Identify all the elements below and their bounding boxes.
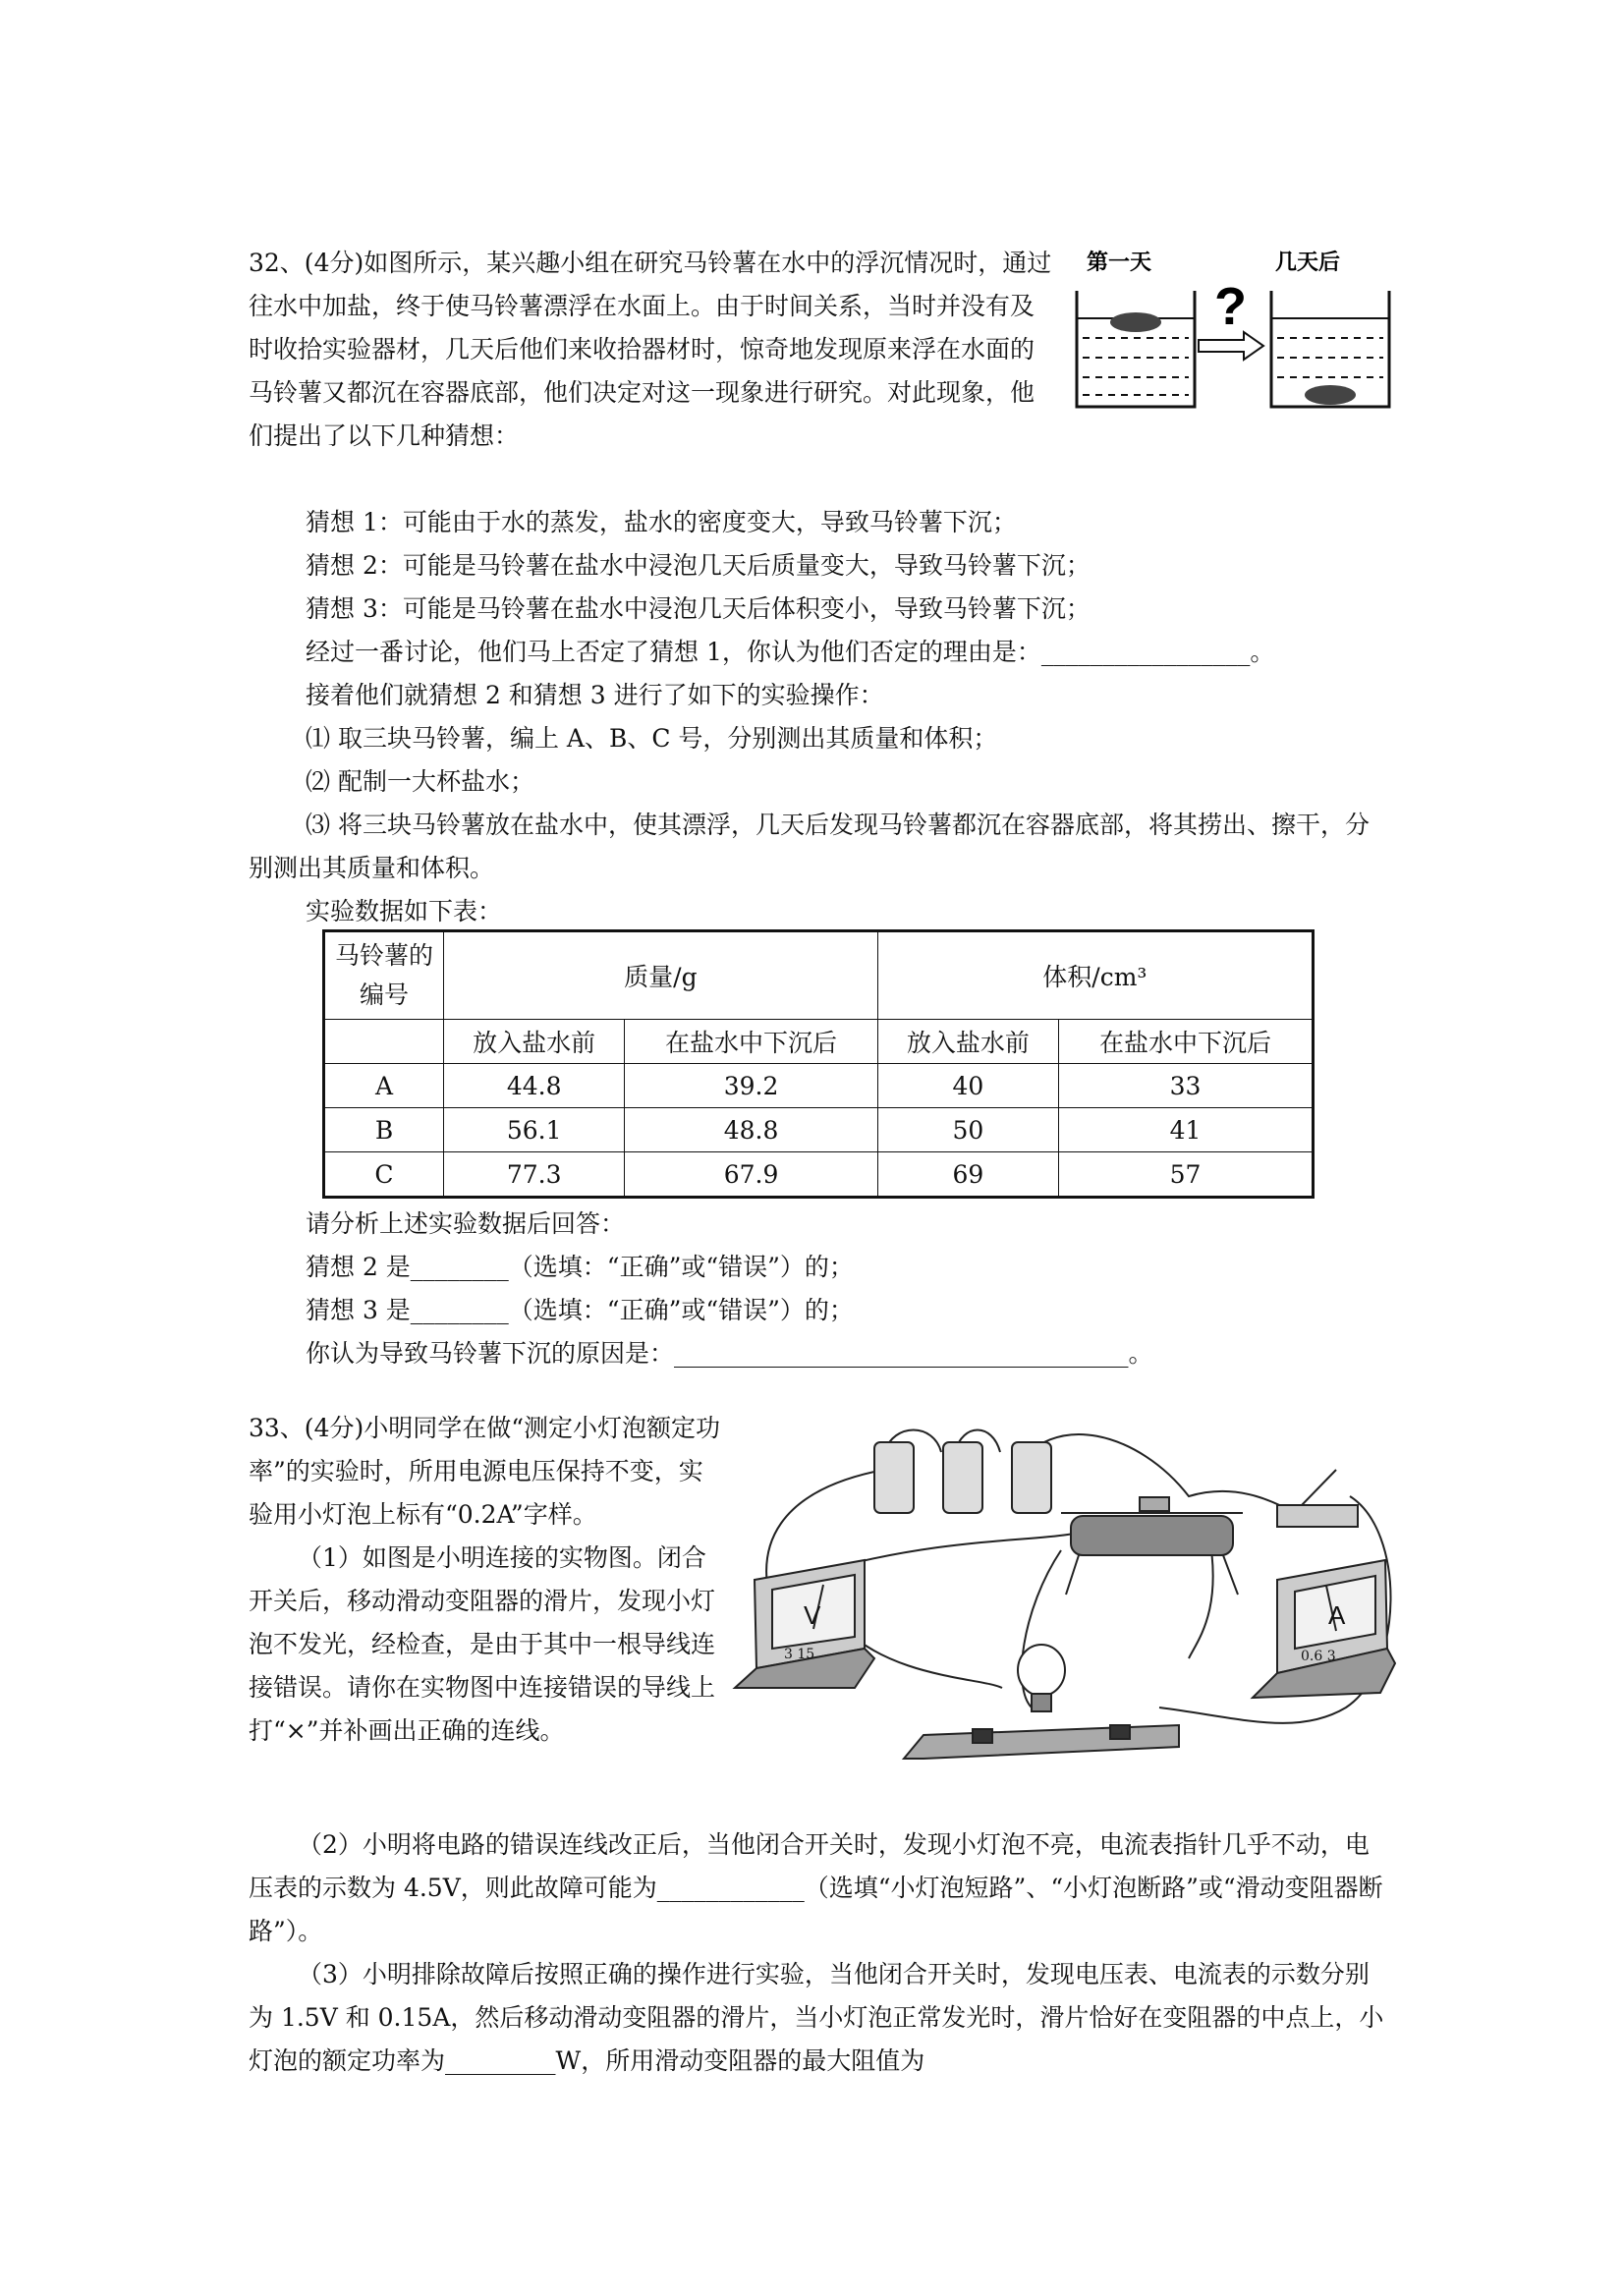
step-3: ⑶ 将三块马铃薯放在盐水中，使其漂浮，几天后发现马铃薯都沉在容器底部，将其捞出、擦干，分别测出其质量和体积。 (249, 811, 1370, 882)
th-id: 马铃薯的编号 (324, 931, 444, 1020)
q32-intro: 32、(4分)如图所示，某兴趣小组在研究马铃薯在水中的浮沉情况时，通过往水中加盐，终于使马铃薯漂浮在水面上。由于时间关系，当时并没有及时收拾实验器材，几天后他们来收拾器材时，惊奇地发现原来浮在水面的马铃薯又都沉在容器底部，他们决定对这一现象进行研究。对此现象，他们提出了以下几种猜想： (249, 249, 1052, 450)
svg-text:0.6 3: 0.6 3 (1301, 1649, 1336, 1664)
svg-text:A: A (1328, 1600, 1346, 1630)
svg-text:3 15: 3 15 (784, 1647, 815, 1662)
table-row: B 56.1 48.8 50 41 (324, 1108, 1314, 1152)
fig-day1-label: 第一天 (1087, 250, 1152, 274)
q33-part2: （2）小明将电路的错误连线改正后，当他闭合开关时，发现小灯泡不亮，电流表指针几乎不动，电压表的示数为 4.5V，则此故障可能为____________（选填“小灯泡短路”、“小灯泡断路”或“滑动变阻器断路”）。 (249, 1830, 1383, 1945)
deny-guess1: 经过一番讨论，他们马上否定了猜想 1，你认为他们否定的理由是：_________________。 (306, 638, 1275, 666)
fig-question-mark: ? (1214, 277, 1247, 336)
step-1: ⑴ 取三块马铃薯，编上 A、B、C 号，分别测出其质量和体积； (306, 724, 998, 753)
next-step: 接着他们就猜想 2 和猜想 3 进行了如下的实验操作： (306, 681, 884, 709)
svg-text:V: V (804, 1600, 821, 1630)
battery-3 (1012, 1442, 1051, 1513)
table-row: C 77.3 67.9 69 57 (324, 1152, 1314, 1198)
th-mass: 质量/g (444, 931, 878, 1020)
answer-guess2: 猜想 2 是________（选填：“正确”或“错误”）的； (306, 1253, 854, 1281)
ammeter (1253, 1560, 1395, 1698)
voltmeter (735, 1560, 874, 1688)
guess-2: 猜想 2：可能是马铃薯在盐水中浸泡几天后质量变大，导致马铃薯下沉； (306, 551, 1091, 580)
battery-1 (874, 1442, 914, 1513)
rheostat (1061, 1497, 1243, 1595)
table-intro: 实验数据如下表： (306, 897, 503, 925)
answer-guess3: 猜想 3 是________（选填：“正确”或“错误”）的； (306, 1296, 854, 1324)
lamp (904, 1645, 1179, 1759)
fig-later-label: 几天后 (1275, 250, 1341, 274)
circuit-figure (727, 1413, 1405, 1806)
table-row: A 44.8 39.2 40 33 (324, 1064, 1314, 1108)
answer-reason: 你认为导致马铃薯下沉的原因是：_____________________________________。 (306, 1339, 1153, 1368)
data-table (322, 929, 1315, 1199)
q33-part3: （3）小明排除故障后按照正确的操作进行实验，当他闭合开关时，发现电压表、电流表的示数分别为 1.5V 和 0.15A，然后移动滑动变阻器的滑片，当小灯泡正常发光时，滑片恰好在变阻器的中点上，小灯泡的额定功率为_________W，所用滑动变阻器的最大阻值为 (249, 1960, 1384, 2075)
switch (1277, 1470, 1358, 1527)
q33-part1: （1）如图是小明连接的实物图。闭合开关后，移动滑动变阻器的滑片，发现小灯泡不发光，经检查，是由于其中一根导线连接错误。请你在实物图中连接错误的导线上打“×”并补画出正确的连线。 (249, 1543, 716, 1745)
ask: 请分析上述实验数据后回答： (306, 1209, 626, 1238)
th-sub: 在盐水中下沉后 (625, 1020, 877, 1064)
battery-2 (943, 1442, 982, 1513)
beaker-figure (1069, 242, 1393, 419)
guess-3: 猜想 3：可能是马铃薯在盐水中浸泡几天后体积变小，导致马铃薯下沉； (306, 594, 1091, 623)
guess-1: 猜想 1：可能由于水的蒸发，盐水的密度变大，导致马铃薯下沉； (306, 508, 1017, 536)
th-sub: 放入盐水前 (877, 1020, 1058, 1064)
th-sub: 放入盐水前 (444, 1020, 625, 1064)
th-sub: 在盐水中下沉后 (1059, 1020, 1314, 1064)
q33-intro: 33、(4分)小明同学在做“测定小灯泡额定功率”的实验时，所用电源电压保持不变，实验用小灯泡上标有“0.2A”字样。 (249, 1414, 721, 1529)
th-vol: 体积/cm³ (877, 931, 1313, 1020)
arrow-icon (1199, 332, 1263, 360)
step-2: ⑵ 配制一大杯盐水； (306, 767, 534, 796)
